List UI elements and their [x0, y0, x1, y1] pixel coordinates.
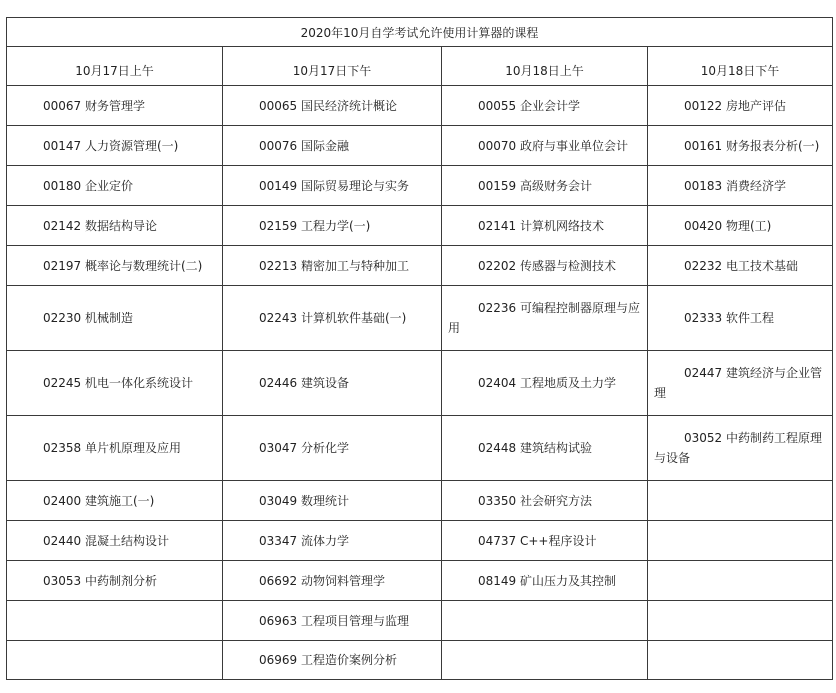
course-cell: 02245 机电一体化系统设计 [7, 351, 223, 416]
course-cell: 00076 国际金融 [223, 126, 442, 166]
empty-cell [648, 601, 833, 641]
course-cell: 02400 建筑施工(一) [7, 481, 223, 521]
course-cell: 02141 计算机网络技术 [442, 206, 648, 246]
header-oct17-morning: 10月17日上午 [7, 47, 223, 86]
course-cell: 06969 工程造价案例分析 [223, 641, 442, 680]
course-cell: 02236 可编程控制器原理与应用 [442, 286, 648, 351]
table-row [7, 86, 833, 126]
course-cell: 02159 工程力学(一) [223, 206, 442, 246]
empty-cell [7, 601, 223, 641]
course-cell: 00161 财务报表分析(一) [648, 126, 833, 166]
empty-cell [7, 641, 223, 680]
course-cell: 00122 房地产评估 [648, 86, 833, 126]
course-cell: 02447 建筑经济与企业管理 [648, 351, 833, 416]
course-cell: 03052 中药制药工程原理与设备 [648, 416, 833, 481]
table-row [7, 561, 833, 601]
course-cell: 02202 传感器与检测技术 [442, 246, 648, 286]
empty-cell [648, 561, 833, 601]
course-cell: 02333 软件工程 [648, 286, 833, 351]
table-row [7, 601, 833, 641]
course-cell: 03350 社会研究方法 [442, 481, 648, 521]
course-cell: 02440 混凝土结构设计 [7, 521, 223, 561]
table-row [7, 521, 833, 561]
empty-cell [648, 521, 833, 561]
table-row [7, 641, 833, 680]
table-row [7, 206, 833, 246]
course-cell: 00065 国民经济统计概论 [223, 86, 442, 126]
table-title: 2020年10月自学考试允许使用计算器的课程 [7, 18, 833, 47]
course-cell: 03053 中药制剂分析 [7, 561, 223, 601]
course-cell: 03049 数理统计 [223, 481, 442, 521]
empty-cell [442, 601, 648, 641]
empty-cell [648, 641, 833, 680]
course-cell: 02358 单片机原理及应用 [7, 416, 223, 481]
table-row [7, 126, 833, 166]
header-oct17-afternoon: 10月17日下午 [223, 47, 442, 86]
course-cell: 00180 企业定价 [7, 166, 223, 206]
table-row [7, 166, 833, 206]
course-cell: 03047 分析化学 [223, 416, 442, 481]
course-cell: 02243 计算机软件基础(一) [223, 286, 442, 351]
course-cell: 00183 消费经济学 [648, 166, 833, 206]
course-cell: 00420 物理(工) [648, 206, 833, 246]
course-cell: 02232 电工技术基础 [648, 246, 833, 286]
course-cell: 00159 高级财务会计 [442, 166, 648, 206]
calculator-courses-table [6, 17, 833, 680]
table-row [7, 416, 833, 481]
course-cell: 03347 流体力学 [223, 521, 442, 561]
course-cell: 02142 数据结构导论 [7, 206, 223, 246]
course-cell: 06963 工程项目管理与监理 [223, 601, 442, 641]
header-oct18-afternoon: 10月18日下午 [648, 47, 833, 86]
course-cell: 00067 财务管理学 [7, 86, 223, 126]
course-cell: 02213 精密加工与特种加工 [223, 246, 442, 286]
table-row [7, 286, 833, 351]
course-cell: 02404 工程地质及土力学 [442, 351, 648, 416]
course-cell: 06692 动物饲料管理学 [223, 561, 442, 601]
course-cell: 04737 C++程序设计 [442, 521, 648, 561]
schedule-wrapper [6, 17, 833, 680]
header-oct18-morning: 10月18日上午 [442, 47, 648, 86]
course-cell: 00149 国际贸易理论与实务 [223, 166, 442, 206]
empty-cell [648, 481, 833, 521]
empty-cell [442, 641, 648, 680]
course-cell: 02230 机械制造 [7, 286, 223, 351]
course-cell: 02197 概率论与数理统计(二) [7, 246, 223, 286]
table-row [7, 351, 833, 416]
table-row [7, 246, 833, 286]
course-cell: 08149 矿山压力及其控制 [442, 561, 648, 601]
course-cell: 02448 建筑结构试验 [442, 416, 648, 481]
header-row [7, 47, 833, 86]
table-row [7, 481, 833, 521]
course-cell: 02446 建筑设备 [223, 351, 442, 416]
course-cell: 00070 政府与事业单位会计 [442, 126, 648, 166]
course-cell: 00055 企业会计学 [442, 86, 648, 126]
course-cell: 00147 人力资源管理(一) [7, 126, 223, 166]
